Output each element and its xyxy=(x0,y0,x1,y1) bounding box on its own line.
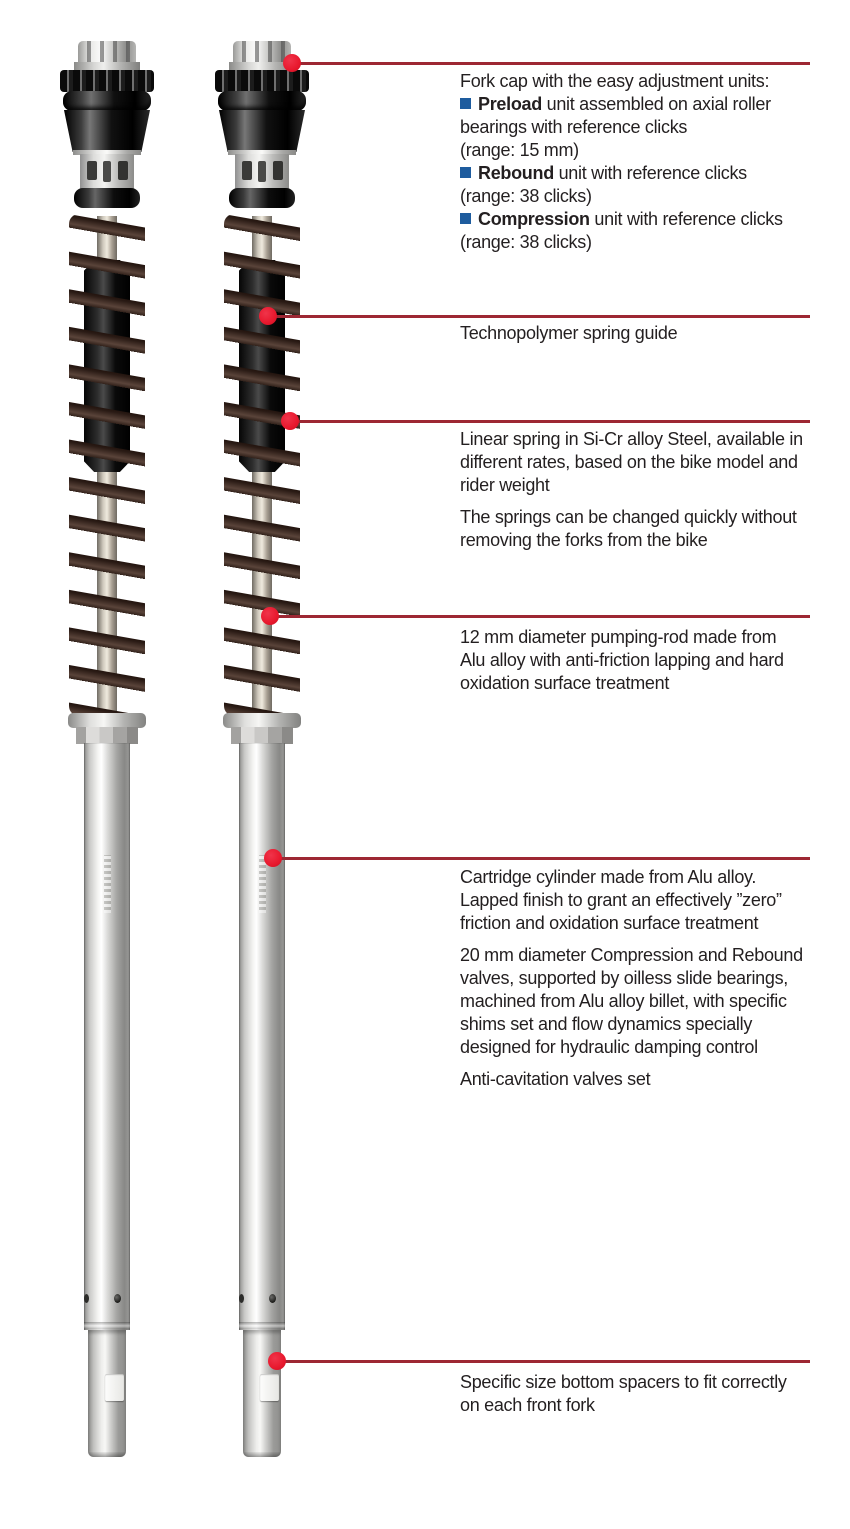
joint-seam xyxy=(239,1322,285,1329)
cap-body xyxy=(219,110,305,152)
cap-oring xyxy=(218,91,306,111)
cap-oring xyxy=(63,91,151,111)
callout-text-spring-guide: Technopolymer spring guide xyxy=(460,323,678,343)
bleed-hole xyxy=(239,1294,244,1303)
engraving-mark xyxy=(259,855,266,913)
head-lock-ring xyxy=(229,188,295,208)
callout-dot-icon xyxy=(283,54,301,72)
callout-text-cartridge-cylinder: Cartridge cylinder made from Alu alloy. Lapped finish to grant an effectively ”zero” friction and oxidation surface treatment 20 mm diameter Compression and Rebound valves, supported by oilless slide bearings, machined from Alu alloy billet, with specific shims set and flow dynamics specially designed for hydraulic damping control Anti-cavitation valves set xyxy=(460,867,803,1089)
adjuster-window-icon xyxy=(258,161,266,182)
callout-line-cartridge-cylinder xyxy=(273,857,810,860)
callout-text-fork-cap: Fork cap with the easy adjustment units: Preload unit assembled on axial roller bearings with reference clicks (range: 15 mm) Rebound unit with reference clicks (range: 38 clicks) Compression unit with reference clicks (range: 38 clicks) xyxy=(460,71,783,252)
callout-text-pumping-rod: 12 mm diameter pumping-rod made from Alu alloy with anti-friction lapping and hard oxidation surface treatment xyxy=(460,627,784,693)
adjuster-windows xyxy=(235,154,289,189)
callout-line-bottom-spacers xyxy=(277,1360,810,1363)
callout-dot-icon xyxy=(261,607,279,625)
adjuster-window-icon xyxy=(103,161,111,182)
lower-spring-seat xyxy=(68,713,146,728)
cap-body xyxy=(64,110,150,152)
locknut xyxy=(231,727,293,744)
preload-collar xyxy=(60,70,154,92)
locknut xyxy=(76,727,138,744)
bleed-hole xyxy=(269,1294,276,1303)
adjuster-window-icon xyxy=(273,161,283,180)
spring-coils xyxy=(224,214,300,716)
callout-text-bottom-spacers: Specific size bottom spacers to fit correctly on each front fork xyxy=(460,1372,787,1415)
bottom-spacer xyxy=(243,1330,281,1457)
cartridge-cylinder xyxy=(239,743,285,1330)
adjuster-windows xyxy=(80,154,134,189)
fork-cartridge-left xyxy=(47,0,167,1460)
callout-line-fork-cap xyxy=(292,62,810,65)
callout-line-spring-guide xyxy=(268,315,810,318)
callout-text-linear-spring: Linear spring in Si-Cr alloy Steel, available in different rates, based on the bike model and rider weight The springs can be changed quickly without removing the forks from the bike xyxy=(460,429,803,550)
spacer-slot xyxy=(260,1374,279,1401)
bleed-hole xyxy=(114,1294,121,1303)
head-lock-ring xyxy=(74,188,140,208)
joint-seam xyxy=(84,1322,130,1329)
bullet-square-icon xyxy=(460,167,471,178)
callout-line-pumping-rod xyxy=(270,615,810,618)
bullet-square-icon xyxy=(460,98,471,109)
bottom-spacer xyxy=(88,1330,126,1457)
adjuster-window-icon xyxy=(87,161,97,180)
preload-collar xyxy=(215,70,309,92)
callout-dot-icon xyxy=(259,307,277,325)
engraving-mark xyxy=(104,855,111,913)
bleed-hole xyxy=(84,1294,89,1303)
fork-cartridge-right xyxy=(202,0,322,1460)
spacer-slot xyxy=(105,1374,124,1401)
spring-coils xyxy=(69,214,145,716)
cartridge-cylinder xyxy=(84,743,130,1330)
callout-dot-icon xyxy=(264,849,282,867)
adjuster-window-icon xyxy=(242,161,252,180)
lower-spring-seat xyxy=(223,713,301,728)
callout-line-linear-spring xyxy=(290,420,810,423)
callout-dot-icon xyxy=(268,1352,286,1370)
callout-dot-icon xyxy=(281,412,299,430)
bullet-square-icon xyxy=(460,213,471,224)
adjuster-window-icon xyxy=(118,161,128,180)
